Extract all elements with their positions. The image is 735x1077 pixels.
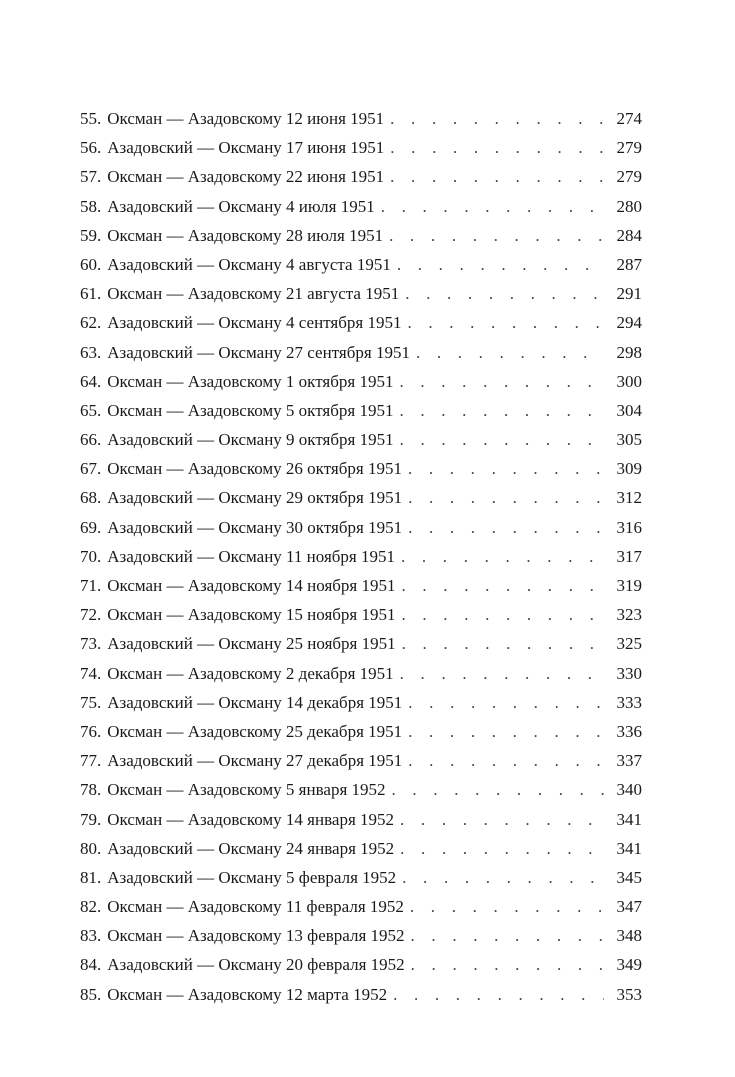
toc-entry (80, 629, 642, 658)
entry-page-number: 337 (616, 751, 642, 771)
toc-entry (80, 133, 642, 162)
dot-leader (411, 921, 604, 950)
entry-page-number: 274 (616, 109, 642, 128)
entry-title: Оксман — Азадовскому 12 июня 1951 (107, 109, 385, 128)
toc-entry (80, 805, 642, 834)
entry-title: Азадовский — Оксману 27 сентября 1951 (107, 342, 410, 362)
toc-entry (80, 454, 642, 483)
entry-number: 72. (80, 605, 102, 625)
entry-number: 73. (80, 634, 102, 654)
toc-entry (80, 104, 642, 133)
entry-title: Оксман — Азадовскому 28 июля 1951 (107, 225, 384, 245)
toc-entry (80, 775, 642, 804)
dot-leader (408, 483, 604, 512)
entry-number: 75. (80, 692, 102, 712)
toc-entry (80, 688, 642, 717)
entry-title: Азадовский — Оксману 25 ноября 1951 (107, 634, 396, 654)
dot-leader (408, 454, 604, 483)
entry-number: 65. (80, 400, 102, 420)
dot-leader (408, 746, 604, 775)
entry-number: 80. (80, 838, 102, 858)
entry-title: Оксман — Азадовскому 2 декабря 1951 (107, 663, 394, 683)
entry-page-number: 341 (616, 809, 642, 829)
entry-page-number: 298 (616, 342, 642, 362)
entry-number: 58. (80, 196, 102, 216)
dot-leader (416, 338, 604, 367)
table-of-contents (80, 104, 642, 1009)
entry-number: 85. (80, 984, 102, 1004)
toc-entry (80, 834, 642, 863)
entry-page-number: 284 (616, 225, 642, 245)
entry-title: Азадовский — Оксману 4 сентября 1951 (107, 313, 402, 333)
toc-entry (80, 162, 642, 191)
entry-title: Оксман — Азадовскому 5 октября 1951 (107, 400, 394, 420)
entry-page-number: 345 (616, 867, 642, 887)
entry-title: Азадовский — Оксману 4 июля 1951 (107, 196, 375, 216)
entry-number: 68. (80, 488, 102, 508)
toc-entry (80, 717, 642, 746)
dot-leader (399, 396, 604, 425)
toc-entry (80, 308, 642, 337)
toc-entry (80, 921, 642, 950)
entry-number: 70. (80, 546, 102, 566)
toc-entry (80, 980, 642, 1009)
entry-title: Оксман — Азадовскому 26 октября 1951 (107, 459, 402, 479)
entry-page-number: 349 (616, 955, 642, 975)
entry-page-number: 348 (616, 926, 642, 946)
toc-entry (80, 483, 642, 512)
entry-page-number: 294 (616, 313, 642, 333)
entry-page-number: 323 (616, 605, 642, 625)
entry-number: 62. (80, 313, 102, 333)
entry-title: Оксман — Азадовскому 15 ноября 1951 (107, 605, 396, 625)
toc-entry (80, 892, 642, 921)
toc-entry (80, 571, 642, 600)
entry-number: 78. (80, 780, 102, 800)
entry-number: 57. (80, 167, 102, 187)
entry-title: Оксман — Азадовскому 12 марта 1952 (107, 984, 388, 1004)
entry-page-number: 309 (616, 459, 642, 479)
toc-entry (80, 746, 642, 775)
toc-entry (80, 513, 642, 542)
dot-leader (408, 717, 604, 746)
entry-number: 81. (80, 867, 102, 887)
dot-leader (381, 192, 604, 221)
dot-leader (392, 775, 604, 804)
entry-page-number: 304 (616, 400, 642, 420)
entry-page-number: 287 (616, 254, 642, 274)
toc-entry (80, 396, 642, 425)
entry-number: 63. (80, 342, 102, 362)
entry-title: Азадовский — Оксману 11 ноября 1951 (107, 546, 395, 566)
entry-number: 83. (80, 926, 102, 946)
entry-title: Оксман — Азадовскому 14 ноября 1951 (107, 576, 396, 595)
toc-entry (80, 542, 642, 571)
entry-number: 84. (80, 955, 102, 975)
entry-page-number: 317 (616, 546, 642, 566)
entry-title: Азадовский — Оксману 27 декабря 1951 (107, 751, 403, 771)
entry-page-number: 300 (616, 371, 642, 391)
toc-entry (80, 659, 642, 688)
entry-page-number: 325 (616, 634, 642, 654)
entry-number: 77. (80, 751, 102, 771)
entry-number: 74. (80, 663, 102, 683)
entry-title: Азадовский — Оксману 14 декабря 1951 (107, 692, 403, 712)
entry-number: 66. (80, 430, 102, 450)
entry-page-number: 353 (616, 984, 642, 1004)
entry-title: Оксман — Азадовскому 14 января 1952 (107, 809, 395, 829)
entry-page-number: 341 (616, 838, 642, 858)
entry-number: 71. (80, 576, 102, 595)
entry-number: 82. (80, 897, 102, 917)
toc-entry (80, 338, 642, 367)
dot-leader (400, 805, 604, 834)
toc-entry (80, 600, 642, 629)
dot-leader (400, 834, 604, 863)
dot-leader (390, 162, 604, 191)
entry-number: 55. (80, 109, 102, 128)
dot-leader (410, 892, 604, 921)
entry-page-number: 279 (616, 138, 642, 158)
entry-page-number: 347 (616, 897, 642, 917)
dot-leader (407, 308, 604, 337)
toc-entry (80, 950, 642, 979)
dot-leader (399, 367, 604, 396)
entry-number: 56. (80, 138, 102, 158)
toc-entry (80, 863, 642, 892)
entry-number: 79. (80, 809, 102, 829)
toc-entry (80, 425, 642, 454)
entry-title: Азадовский — Оксману 9 октября 1951 (107, 430, 394, 450)
entry-page-number: 280 (616, 196, 642, 216)
dot-leader (390, 133, 604, 162)
entry-number: 60. (80, 254, 102, 274)
entry-number: 67. (80, 459, 102, 479)
entry-title: Азадовский — Оксману 5 февраля 1952 (107, 867, 397, 887)
toc-entry (80, 221, 642, 250)
dot-leader (400, 659, 604, 688)
toc-entry (80, 279, 642, 308)
entry-page-number: 305 (616, 430, 642, 450)
dot-leader (402, 600, 605, 629)
dot-leader (400, 425, 604, 454)
entry-title: Азадовский — Оксману 29 октября 1951 (107, 488, 403, 508)
entry-title: Оксман — Азадовскому 11 февраля 1952 (107, 897, 404, 917)
entry-title: Оксман — Азадовскому 5 января 1952 (107, 780, 386, 800)
entry-page-number: 340 (616, 780, 642, 800)
entry-title: Оксман — Азадовскому 22 июня 1951 (107, 167, 385, 187)
entry-title: Оксман — Азадовскому 25 декабря 1951 (107, 721, 403, 741)
entry-number: 69. (80, 517, 102, 537)
entry-page-number: 333 (616, 692, 642, 712)
dot-leader (408, 688, 604, 717)
dot-leader (390, 104, 604, 133)
dot-leader (393, 980, 604, 1009)
entry-page-number: 330 (616, 663, 642, 683)
dot-leader (401, 542, 604, 571)
dot-leader (402, 571, 605, 600)
entry-title: Азадовский — Оксману 20 февраля 1952 (107, 955, 405, 975)
entry-page-number: 279 (616, 167, 642, 187)
entry-title: Оксман — Азадовскому 13 февраля 1952 (107, 926, 405, 946)
dot-leader (411, 950, 604, 979)
dot-leader (389, 221, 604, 250)
dot-leader (402, 629, 604, 658)
entry-title: Азадовский — Оксману 30 октября 1951 (107, 517, 403, 537)
entry-title: Азадовский — Оксману 4 августа 1951 (107, 254, 391, 274)
entry-title: Азадовский — Оксману 24 января 1952 (107, 838, 395, 858)
toc-entry (80, 367, 642, 396)
entry-number: 76. (80, 721, 102, 741)
dot-leader (405, 279, 604, 308)
toc-entry (80, 192, 642, 221)
dot-leader (397, 250, 604, 279)
dot-leader (408, 513, 604, 542)
entry-page-number: 312 (616, 488, 642, 508)
dot-leader (402, 863, 604, 892)
entry-page-number: 319 (616, 576, 642, 595)
entry-number: 64. (80, 371, 102, 391)
entry-page-number: 291 (616, 284, 642, 304)
entry-page-number: 316 (616, 517, 642, 537)
entry-title: Оксман — Азадовскому 1 октября 1951 (107, 371, 394, 391)
entry-title: Азадовский — Оксману 17 июня 1951 (107, 138, 385, 158)
entry-number: 61. (80, 284, 102, 304)
entry-page-number: 336 (616, 721, 642, 741)
toc-entry (80, 250, 642, 279)
entry-title: Оксман — Азадовскому 21 августа 1951 (107, 284, 400, 304)
entry-number: 59. (80, 225, 102, 245)
